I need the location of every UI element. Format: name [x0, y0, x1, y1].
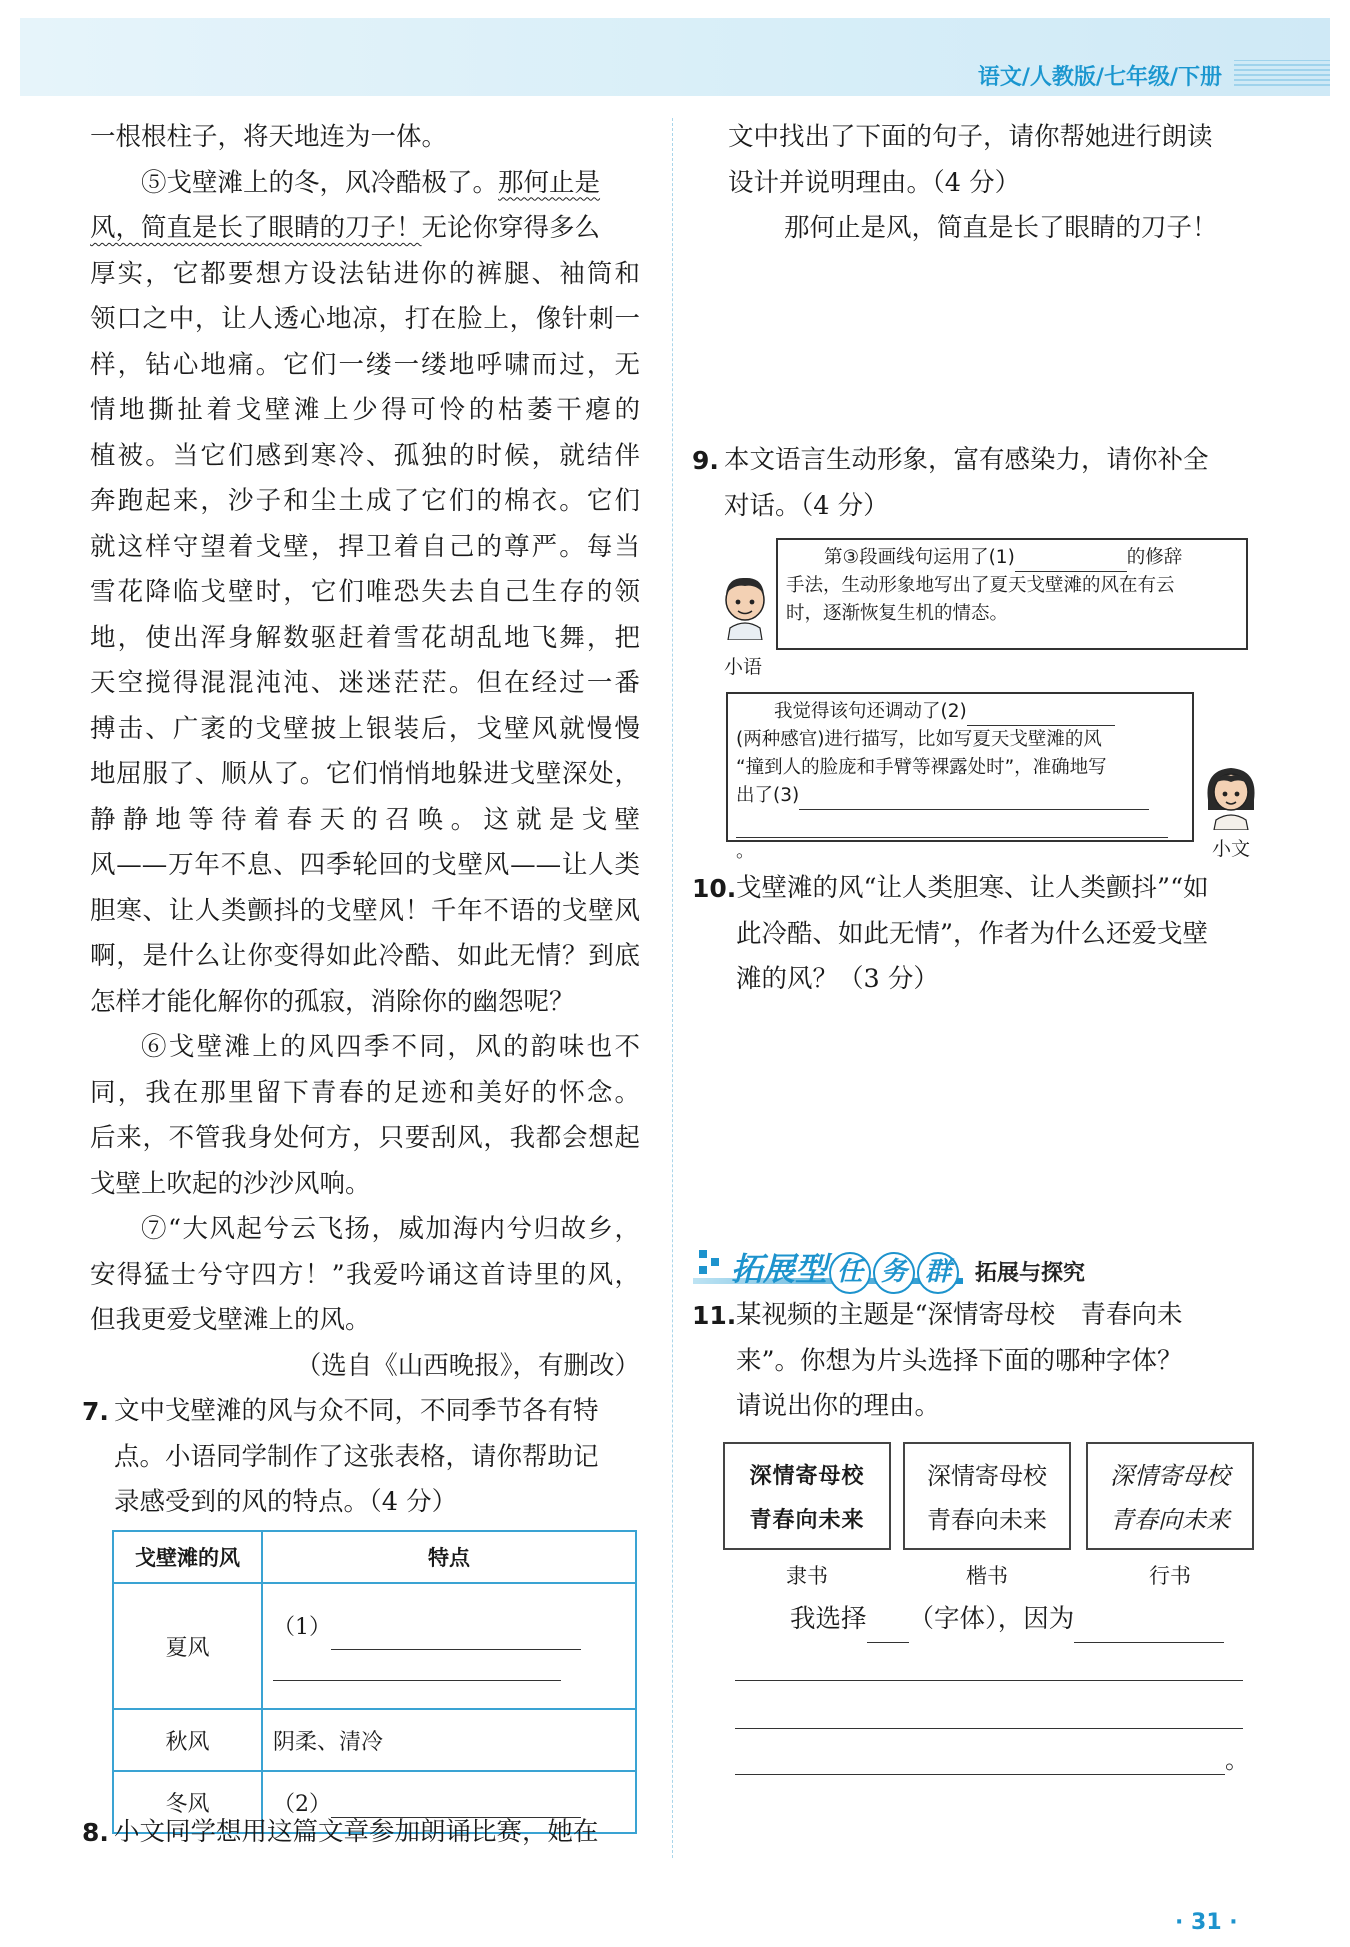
q8-number: 8.	[82, 1818, 109, 1847]
q9-line	[692, 438, 1260, 484]
row-value[interactable]	[262, 1583, 636, 1709]
row-label: 冬风	[113, 1771, 262, 1833]
section-banner	[693, 1240, 1113, 1290]
bubble-text: 。	[736, 841, 755, 862]
q11-line: 来”。你想为片头选择下面的哪种字体？	[736, 1345, 1183, 1376]
answer-blank[interactable]	[1074, 1612, 1224, 1643]
q11-block	[692, 1293, 1260, 1430]
right-column	[700, 115, 1260, 252]
header-hatch	[1234, 60, 1330, 86]
q10-number: 10.	[692, 874, 737, 903]
wind-feature-table	[112, 1530, 637, 1834]
font-sample: 深情寄母校	[1110, 1462, 1230, 1490]
font-sample: 青春向未来	[927, 1506, 1047, 1534]
answer-text: 。	[1225, 1746, 1249, 1774]
q9-block	[692, 438, 1260, 529]
q9-text: 本文语言生动形象，富有感染力，请你补全	[724, 445, 1209, 475]
passage-line: 就这样守望着戈壁，捍卫着自己的尊严。每当	[90, 531, 640, 562]
table-row	[113, 1583, 636, 1709]
font-option-xingshu[interactable]	[1086, 1442, 1254, 1550]
answer-text: 我选择	[790, 1604, 867, 1634]
passage-text: ⑤戈壁滩上的冬，风冷酷极了。	[141, 167, 499, 198]
font-sample: 深情寄母校	[927, 1462, 1047, 1490]
bubble-text: 的修辞	[1126, 547, 1183, 568]
title-circle-char: 务	[873, 1252, 915, 1294]
bubble-line[interactable]	[736, 782, 1184, 810]
xiaowen-avatar-icon	[1200, 760, 1262, 830]
column-divider	[672, 118, 673, 1858]
passage-line: 厚实，它都要想方设法钻进你的裤腿、袖筒和	[90, 258, 640, 289]
bubble-line[interactable]	[736, 698, 1184, 726]
left-column	[82, 115, 640, 1526]
passage-line: 静静地等待着春天的召唤。这就是戈壁	[90, 804, 640, 835]
q8-start	[82, 1810, 650, 1856]
xiaoyu-name: 小语	[724, 656, 763, 678]
bubble-line: 时，逐渐恢复生机的情态。	[786, 603, 1009, 624]
bubble-line[interactable]	[736, 810, 1184, 866]
header-title: 语文/人教版/七年级/下册	[977, 65, 1222, 90]
passage-line: ⑦“大风起兮云飞扬，威加海内兮归故乡，	[141, 1214, 640, 1244]
bubble-text: 我觉得该句还调动了(2)	[774, 701, 967, 722]
row-label: 秋风	[113, 1709, 262, 1771]
blank-marker: （2）	[273, 1791, 331, 1817]
font-option-lishu[interactable]	[723, 1442, 891, 1550]
q8-line: 文中找出了下面的句子，请你帮她进行朗读	[728, 122, 1213, 152]
passage-line: 胆寒、让人类颤抖的戈壁风！千年不语的戈壁风	[90, 895, 640, 926]
passage-line: 地屈服了、顺从了。它们悄悄地躲进戈壁深处，	[90, 759, 640, 789]
font-sample: 青春向未来	[749, 1507, 865, 1533]
font-caption: 行书	[1149, 1564, 1191, 1588]
answer-blank[interactable]	[799, 787, 1149, 810]
title-text: 拓展型	[731, 1250, 828, 1288]
bubble-line[interactable]	[786, 544, 1238, 572]
passage-line: 戈壁上吹起的沙沙风响。	[90, 1168, 371, 1199]
passage-line: 但我更爱戈壁滩上的风。	[90, 1305, 371, 1335]
answer-blank[interactable]	[1015, 549, 1127, 572]
passage-line: 风——万年不息、四季轮回的戈壁风——让人类	[90, 850, 640, 880]
q10-line: 此冷酷、如此无情”，作者为什么还爱戈壁	[736, 918, 1209, 949]
banner-dots-icon	[695, 1248, 725, 1280]
passage-line: 领口之中，让人透心地凉，打在脸上，像针刺一	[90, 304, 640, 334]
speech-bubble-xiaoyu	[776, 538, 1248, 650]
passage-line: 地，使出浑身解数驱赶着雪花胡乱地飞舞，把	[90, 622, 640, 653]
underlined-sentence: 风，简直是长了眼睛的刀子！	[90, 213, 422, 243]
passage-line: 搏击、广袤的戈壁披上银装后，戈壁风就慢慢	[90, 713, 640, 744]
passage-line: 同，我在那里留下青春的足迹和美好的怀念。	[90, 1077, 640, 1108]
q10-block	[692, 866, 1260, 1003]
answer-blank[interactable]	[867, 1612, 909, 1643]
q7-line: 录感受到的风的特点。（4 分）	[114, 1487, 458, 1517]
blank-marker: （1）	[273, 1615, 331, 1640]
passage-line	[90, 206, 640, 252]
table-header: 戈壁滩的风	[113, 1531, 262, 1583]
answer-blank[interactable]	[736, 815, 1168, 838]
passage-line: 雪花降临戈壁时，它们唯恐失去自己生存的领	[90, 577, 640, 607]
q11-number: 11.	[692, 1301, 737, 1330]
passage-line: 一根根柱子，将天地连为一体。	[90, 122, 448, 152]
table-header: 特点	[262, 1531, 636, 1583]
page-number: · 31 ·	[1175, 1910, 1238, 1935]
font-sample: 深情寄母校	[749, 1463, 865, 1489]
table-row	[113, 1709, 636, 1771]
q11-line: 请说出你的理由。	[736, 1391, 941, 1421]
q11-line	[692, 1293, 1260, 1339]
row-value: 阴柔、清冷	[262, 1709, 636, 1771]
q8-text: 小文同学想用这篇文章参加朗诵比赛，她在	[114, 1817, 599, 1847]
bubble-line: “撞到人的脸庞和手臂等裸露处时”，准确地写	[736, 757, 1107, 778]
passage-source: （选自《山西晚报》，有删改）	[295, 1350, 640, 1381]
bubble-line: (两种感官)进行描写，比如写夏天戈壁滩的风	[736, 729, 1102, 750]
answer-blank[interactable]	[735, 1748, 1225, 1775]
row-label: 夏风	[113, 1583, 262, 1709]
q8-quote: 那何止是风，简直是长了眼睛的刀子！	[784, 213, 1218, 243]
passage-line: 安得猛士兮守四方！”我爱吟诵这首诗里的风，	[90, 1259, 640, 1290]
bubble-line: 手法，生动形象地写出了夏天戈壁滩的风在有云	[786, 575, 1175, 596]
font-caption: 隶书	[786, 1564, 828, 1588]
q7-number: 7.	[82, 1397, 109, 1426]
q10-line	[692, 866, 1260, 912]
title-circle-char: 任	[829, 1252, 871, 1294]
xiaowen-name: 小文	[1212, 838, 1251, 860]
passage-line: 情地撕扯着戈壁滩上少得可怜的枯萎干瘪的	[90, 395, 640, 425]
answer-blank[interactable]	[273, 1650, 561, 1681]
passage-line: 后来，不管我身处何方，只要刮风，我都会想起	[90, 1123, 640, 1153]
passage-line: ⑥戈壁滩上的风四季不同，风的韵味也不	[141, 1032, 640, 1062]
font-option-kaishu[interactable]	[903, 1442, 1071, 1550]
font-caption: 楷书	[966, 1564, 1008, 1588]
section-subtitle: 拓展与探究	[975, 1261, 1086, 1286]
passage-line: 天空搅得混混沌沌、迷迷茫茫。但在经过一番	[90, 668, 640, 698]
speech-bubble-xiaowen	[726, 692, 1194, 862]
answer-line[interactable]	[735, 1708, 1243, 1729]
passage-line: 奔跑起来，沙子和尘土成了它们的棉衣。它们	[90, 486, 640, 516]
q9-number: 9.	[692, 446, 719, 475]
passage-line: 怎样才能化解你的孤寂，消除你的幽怨呢？	[90, 986, 575, 1017]
header-bar	[20, 18, 1330, 96]
q8-line	[82, 1810, 650, 1856]
answer-line[interactable]	[790, 1597, 1260, 1643]
q7-line	[82, 1389, 640, 1435]
q7-line: 点。小语同学制作了这张表格，请你帮助记	[114, 1441, 599, 1472]
answer-blank[interactable]	[967, 703, 1115, 726]
title-circle-char: 群	[917, 1252, 959, 1294]
underlined-sentence: 那何止是	[498, 167, 601, 198]
answer-line[interactable]	[735, 1740, 1255, 1774]
q9-line: 对话。（4 分）	[724, 490, 889, 521]
q11-answer	[790, 1597, 1260, 1643]
passage-line: 样，钻心地痛。它们一缕一缕地呼啸而过，无	[90, 349, 640, 380]
q7-text: 文中戈壁滩的风与众不同，不同季节各有特	[114, 1396, 599, 1426]
passage-text: 无论你穿得多么	[421, 213, 601, 243]
passage-line: 啊，是什么让你变得如此冷酷、如此无情？到底	[90, 941, 640, 971]
xiaoyu-avatar-icon	[716, 572, 774, 640]
font-sample: 青春向未来	[1110, 1506, 1230, 1534]
q8-line: 设计并说明理由。（4 分）	[728, 167, 1021, 198]
passage-line: 植被。当它们感到寒冷、孤独的时候，就结伴	[90, 440, 640, 471]
q11-text: 某视频的主题是“深情寄母校 青春向未	[736, 1300, 1183, 1330]
answer-line[interactable]	[735, 1660, 1243, 1681]
answer-text: （字体），因为	[908, 1604, 1075, 1634]
q10-text: 戈壁滩的风“让人类胆寒、让人类颤抖”“如	[736, 873, 1209, 903]
q10-line: 滩的风？（3 分）	[736, 964, 939, 994]
passage-line	[90, 161, 640, 207]
bubble-text: 第③段画线句运用了(1)	[824, 547, 1015, 568]
section-title	[731, 1244, 959, 1294]
bubble-text: 出了(3)	[736, 785, 800, 806]
